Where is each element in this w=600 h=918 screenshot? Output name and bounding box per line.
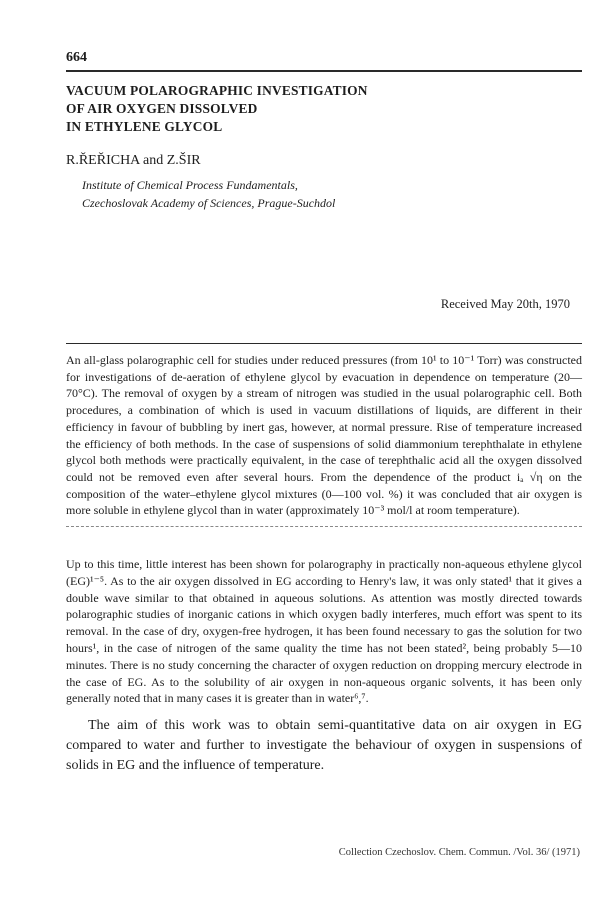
title-line-3: IN ETHYLENE GLYCOL	[66, 119, 223, 134]
authors: R.ŘEŘICHA and Z.ŠIR	[66, 153, 201, 168]
page-number: 664	[66, 50, 87, 65]
abstract-top-rule	[66, 343, 582, 344]
abstract: An all-glass polarographic cell for studies under reduced pressures (from 10¹ to 10⁻¹ Torr) was constructed for investigations of de-aeration of ethylene glycol by evacuation in dependence on temperature (20—70°C). The removal of oxygen by a stream of nitrogen was studied in the usual polarographic cell. Both procedures, a combination of which is used in vacuum distillations of liquids, are different in their efficiency in favour of bubbling by inert gas, however, at normal pressure. Rise of temperature increased the efficiency of both methods. In the case of suspensions of solid diammonium terephthalate in ethylene glycol both methods were practically equivalent, in the case of terephthalic acid all the oxygen dissolved could not be removed even after several hours. From the dependence of the product iₐ √η on the composition of the water–ethylene glycol mixtures (0—100 vol. %) it was concluded that air oxygen is more soluble in ethylene glycol than in water (approximately 10⁻³ mol/l at room temperature).	[66, 353, 582, 518]
received-date: Received May 20th, 1970	[440, 297, 570, 311]
aim-paragraph: The aim of this work was to obtain semi-quantitative data on air oxygen in EG compared to water and further to investigate the behaviour of oxygen in suspensions of solids in EG and the influence of temperature.	[66, 718, 582, 773]
affiliation	[82, 176, 335, 212]
title-line-2: OF AIR OXYGEN DISSOLVED	[66, 101, 258, 116]
abstract-bottom-rule	[66, 526, 582, 527]
introduction-paragraph: Up to this time, little interest has been shown for polarography in practically non-aqueous ethylene glycol (EG)¹⁻⁵. As to the air oxygen dissolved in EG according to Henry's law, it was only stated¹ that it gives a double wave similar to that obtained in aqueous solutions. As attention was mostly directed towards polarographic studies of inorganic cations in which oxygen badly interferes, much effort was spent to its removal. In the case of dry, oxygen-free hydrogen, it has been found necessary to gas the solution for two hours¹, in the case of nitrogen of the same quality the time has not been stated², being probably 5—10 minutes. There is no study concerning the character of oxygen reduction on dropping mercury electrode in the case of EG. As to the solubility of air oxygen in non-aqueous organic solvents, it has been only generally noted that in many cases it is greater than in water⁶,⁷.	[66, 557, 582, 706]
article-title	[66, 82, 368, 136]
header-rule	[66, 70, 582, 72]
affiliation-line-1: Institute of Chemical Process Fundamentals,	[82, 178, 298, 192]
journal-footer: Collection Czechoslov. Chem. Commun. /Vol. 36/ (1971)	[338, 847, 580, 858]
affiliation-line-2: Czechoslovak Academy of Sciences, Prague-Suchdol	[82, 196, 336, 210]
title-line-1: VACUUM POLAROGRAPHIC INVESTIGATION	[66, 83, 368, 98]
